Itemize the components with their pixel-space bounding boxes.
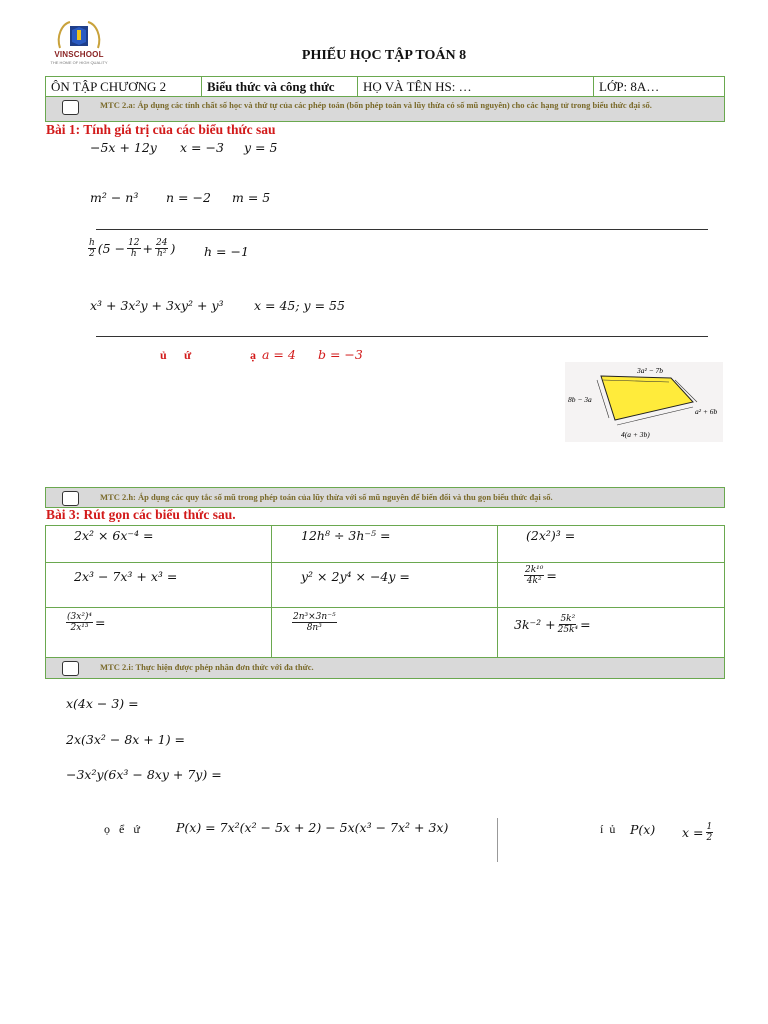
bai1-cond-2b: m = 5 bbox=[232, 190, 271, 205]
mtc-text: MTC 2.i: Thực hiện được phép nhân đơn thức với đa thức. bbox=[100, 662, 314, 672]
mtc-band-2h bbox=[45, 487, 725, 508]
bai5-expression: P(x) = 7x²(x² − 5x + 2) − 5x(x³ − 7x² + 3x) bbox=[176, 820, 449, 835]
bai1-title: Bài 1: Tính giá trị của các biểu thức sau bbox=[46, 122, 276, 137]
bai3-cell-1: 2x² × 6x⁻⁴ = bbox=[74, 528, 154, 543]
mtc-text: MTC 2.h: Áp dụng các quy tắc số mũ trong phép toán của lũy thừa với số mũ nguyên để biến đổi và thu gọn biểu thức đại số. bbox=[100, 492, 553, 502]
bai2-fragment-b: ứ bbox=[184, 348, 192, 362]
bai1-expr-3: $\frac{h}{2}$ (5 − $\frac{12}{h}$ + $\frac{24}{\text{h²}}$ ) bbox=[89, 238, 176, 259]
bai4-item-3: −3x²y(6x³ − 8xy + 7y) = bbox=[66, 767, 222, 782]
bai2-cond-b: b = −3 bbox=[318, 347, 363, 362]
divider bbox=[497, 818, 498, 862]
bai1-expr-2: m² − n³ bbox=[90, 190, 139, 205]
bai6-fragment: í ủ bbox=[600, 822, 616, 836]
bai6-x-value: x = $\frac{1}{2}$ bbox=[682, 822, 713, 843]
checkbox[interactable] bbox=[62, 100, 79, 115]
bai3-grid bbox=[45, 525, 725, 659]
chapter-cell: ÔN TẬP CHƯƠNG 2 bbox=[46, 77, 202, 96]
fraction: $\frac{12}{h}$ bbox=[128, 238, 140, 259]
fraction: $\frac{\text{2k¹⁰}}{\text{4k²}}$ bbox=[525, 565, 544, 586]
bai3-cell-6: $\frac{\text{2k¹⁰}}{\text{4k²}}$ = bbox=[525, 565, 557, 586]
mtc-band-2i bbox=[45, 657, 725, 679]
fraction: $\frac{\text{2n³×3n⁻⁵}}{\text{8n³}}$ bbox=[293, 612, 336, 633]
bai1-cond-3: h = −1 bbox=[204, 244, 249, 259]
topic-cell: Biểu thức và công thức bbox=[202, 77, 358, 96]
bai6-p: P(x) bbox=[630, 822, 656, 837]
side-label-left: 8b − 3a bbox=[568, 395, 592, 404]
bai2-fragment-c: ạ bbox=[250, 348, 256, 362]
bai3-cell-3: (2x²)³ = bbox=[526, 528, 576, 543]
fraction: $\frac{h}{2}$ bbox=[89, 238, 95, 259]
mtc-band-2a bbox=[45, 96, 725, 122]
bai3-cell-2: 12h⁸ ÷ 3h⁻⁵ = bbox=[301, 528, 391, 543]
side-label-bottom: 4(a + 3b) bbox=[621, 430, 650, 439]
student-name-cell[interactable]: HỌ VÀ TÊN HS: … bbox=[358, 77, 594, 96]
answer-line bbox=[96, 229, 708, 230]
bai1-cond-1b: y = 5 bbox=[244, 140, 278, 155]
bai1-expr-1: −5x + 12y bbox=[90, 140, 157, 155]
fraction: $\frac{\text{5k²}}{\text{25k⁴}}$ bbox=[557, 614, 579, 635]
bai1-cond-1a: x = −3 bbox=[180, 140, 224, 155]
fraction: $\frac{1}{2}$ bbox=[706, 822, 713, 843]
bai5-fragment: ọ ể ứ bbox=[104, 822, 140, 836]
bai2-cond-a: a = 4 bbox=[262, 347, 296, 362]
info-table bbox=[45, 76, 725, 97]
bai3-cell-9: 3k⁻² + $\frac{\text{5k²}}{\text{25k⁴}}$ = bbox=[514, 614, 591, 635]
bai4-item-2: 2x(3x² − 8x + 1) = bbox=[66, 732, 186, 747]
bai1-cond-2a: n = −2 bbox=[166, 190, 211, 205]
bai1-cond-4: x = 45; y = 55 bbox=[254, 298, 345, 313]
fraction: $\frac{\text{(3x²)⁴}}{\text{2x¹³}}$ bbox=[67, 612, 93, 633]
bai4-item-1: x(4x − 3) = bbox=[66, 696, 139, 711]
logo-tagline: THE HOME OF HIGH QUALITY bbox=[50, 60, 108, 65]
answer-line bbox=[96, 336, 708, 337]
bai3-cell-4: 2x³ − 7x³ + x³ = bbox=[74, 569, 178, 584]
fraction: $\frac{24}{\text{h²}}$ bbox=[156, 238, 168, 259]
bai1-expr-4: x³ + 3x²y + 3xy² + y³ bbox=[90, 298, 224, 313]
bai2-fragment-a: ủ bbox=[160, 348, 167, 362]
quadrilateral-figure bbox=[565, 362, 723, 442]
bai3-title: Bài 3: Rút gọn các biểu thức sau. bbox=[46, 507, 236, 522]
page-title: PHIẾU HỌC TẬP TOÁN 8 bbox=[301, 48, 467, 63]
checkbox[interactable] bbox=[62, 661, 79, 676]
bai3-cell-8 bbox=[292, 612, 337, 633]
class-cell: LỚP: 8A… bbox=[599, 79, 660, 94]
bai3-cell-7: $\frac{\text{(3x²)⁴}}{\text{2x¹³}}$ = bbox=[67, 612, 106, 633]
bai3-cell-5: y² × 2y⁴ × −4y = bbox=[301, 569, 410, 584]
logo-text: VINSCHOOL bbox=[54, 50, 104, 59]
side-label-right: a² + 6b bbox=[695, 407, 718, 416]
mtc-text: MTC 2.a: Áp dụng các tính chất số học và thứ tự của các phép toán (bốn phép toán và lũy thừa có số mũ nguyên) cho các hạng tử trong biểu thức đại số. bbox=[100, 100, 652, 110]
checkbox[interactable] bbox=[62, 491, 79, 506]
side-label-top: 3a² − 7b bbox=[637, 366, 664, 375]
